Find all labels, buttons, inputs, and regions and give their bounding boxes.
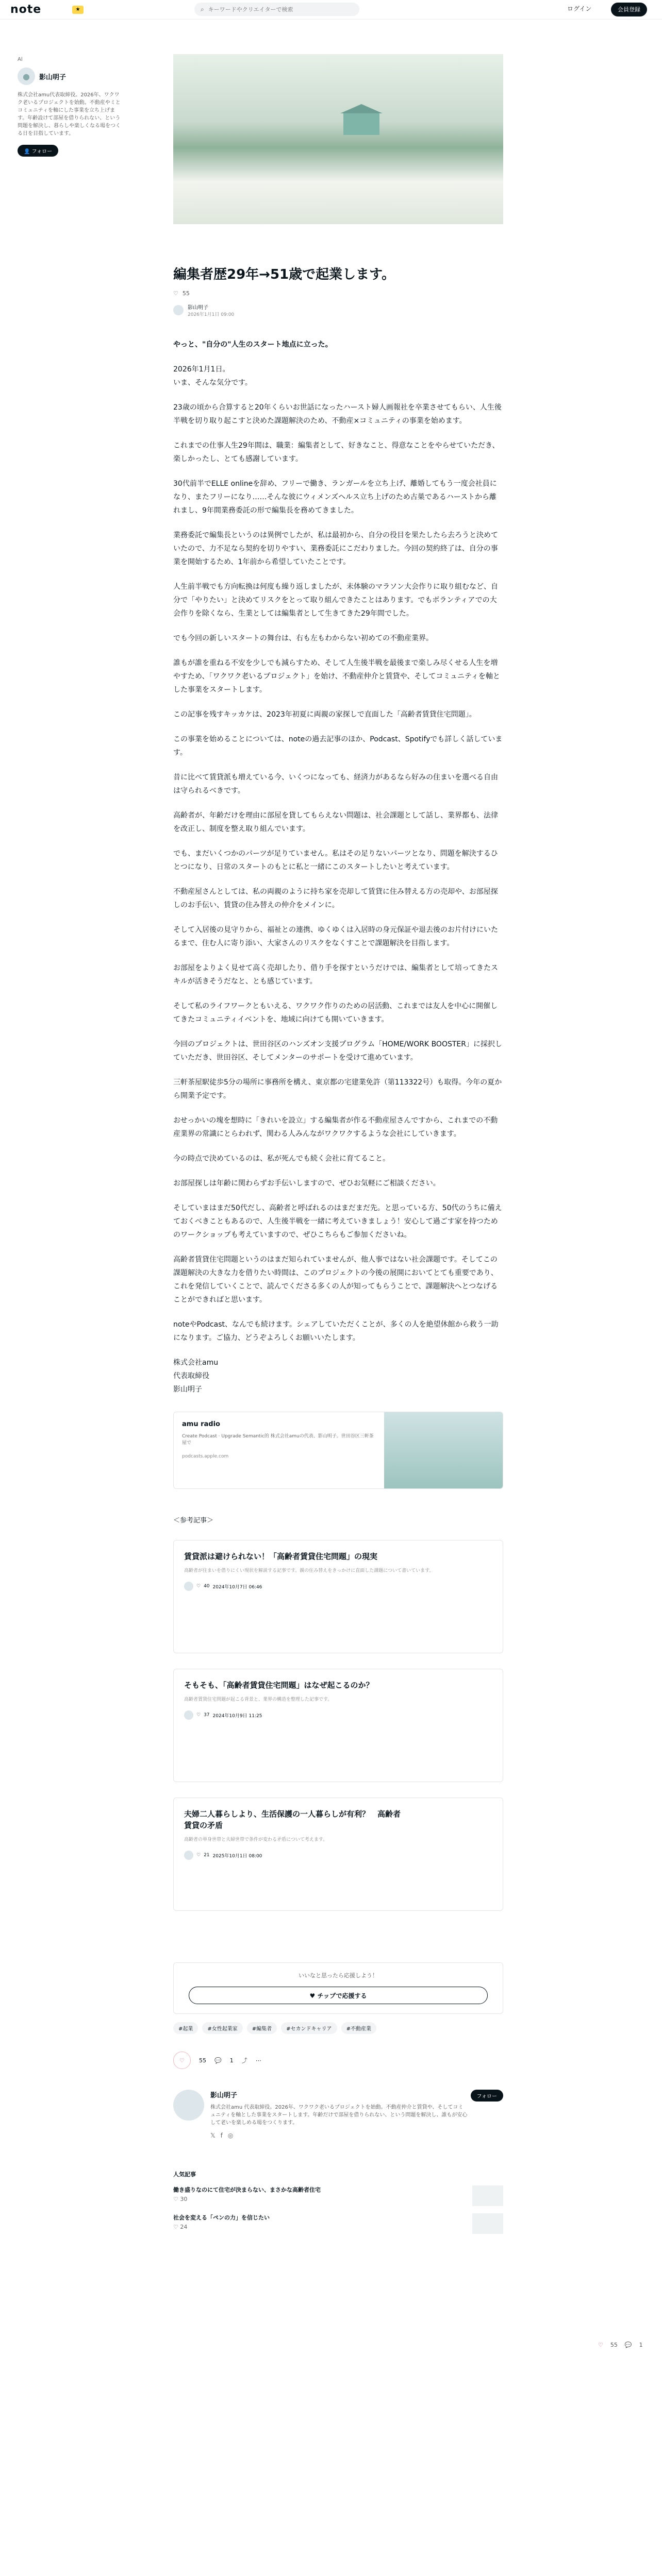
magazine-label: Al xyxy=(18,57,23,62)
profile-bio: 株式会社amu 代表取締役。2026年、ワクワク老いるプロジェクトを始動。不動産仲介と賃貸や、そしてコミュニティを軸とした事業をスタートします。年齢だけで部屋を借りられない、という問題を解決し、誰もが安心して老いを楽しめる場をつくります。 xyxy=(210,2105,468,2126)
heart-icon: ♡ xyxy=(196,1713,201,1718)
author-name[interactable]: 影山明子 xyxy=(39,73,67,81)
card-title: そもそも、「高齢者賃貸住宅問題」はなぜ起こるのか？ xyxy=(184,1681,374,1690)
paragraph: この事業を始めることについては、noteの過去記事のほか、Podcast、Spotifyでも詳しく話しています。 xyxy=(173,735,503,757)
comment-count: 1 xyxy=(229,2057,234,2064)
popular-heading: 人気記事 xyxy=(173,2171,196,2178)
byline-name[interactable]: 影山明子 xyxy=(188,305,208,311)
house-graphic xyxy=(343,113,379,135)
paragraph: 不動産屋さんとしては、私の両親のように持ち家を売却して賃貸に住み替える方の売却や、お部屋探しのお手伝い、賃貸の住み替えの仲介をメインに。 xyxy=(173,888,498,909)
podcast-desc: Create Podcast · Upgrade Semantic的 株式会社amuの代表、影山明子。世田谷区三軒茶屋で xyxy=(182,1434,374,1446)
avatar xyxy=(184,1851,193,1860)
paragraph: おせっかいの塊を想時に「きれいを設立」する編集者が作る不動産屋さんですから、これまでの不動産業界の常識にとらわれず、関わる人みんながワクワクするような会社にしていきます。 xyxy=(173,1116,498,1138)
tag[interactable]: #起業 xyxy=(173,2022,198,2034)
paragraph: 株式会社amu 代表取締役 影山明子 xyxy=(173,1359,219,1394)
paragraph: 高齢者賃貸住宅問題というのはまだ知られていませんが、他人事ではない社会課題です。そしてこの課題解決の大きな力を借りたい時間は、このプロジェクトの今後の展開においてとても重要であり、これを発信していくことで、読んでくださる多くの人が知ってもらうことで、課題解決へとつなげることができればと思います。 xyxy=(173,1256,498,1304)
popular-thumbnail xyxy=(472,2185,503,2206)
popular-articles xyxy=(173,2170,503,2234)
login-link[interactable]: ログイン xyxy=(567,5,592,12)
paragraph: 三軒茶屋駅徒歩5分の場所に事務所を構え、東京都の宅建業免許（第113322号）も取得。今年の夏から開業予定です。 xyxy=(173,1078,502,1100)
sidebar-author[interactable] xyxy=(18,67,121,85)
more-icon[interactable]: ⋯ xyxy=(255,2057,261,2064)
article xyxy=(173,54,503,2234)
card-excerpt: 高齢者が住まいを借りにくい現状を解説する記事です。親の住み替えをきっかけに直面した課題について書いています。 xyxy=(184,1568,434,1573)
paragraph: この記事を残すキッカケは、2023年初夏に両親の家探しで直面した「高齢者賃貸住宅問題」。 xyxy=(173,710,476,719)
heart-icon: ♡ xyxy=(196,1853,201,1858)
paragraph: 業務委託で編集長というのは異例でしたが、私は最初から、自分の役目を果たしたら去ろうと決めていたので、力不足なら契約を切りやすい、業務委託にこだわりました。今回の契約終了は、自分の事業を開始するため、1年前から希望していたことです。 xyxy=(173,531,498,566)
popular-item[interactable] xyxy=(173,2185,503,2206)
podcast-title: amu radio xyxy=(182,1420,220,1428)
tag[interactable]: #不動産業 xyxy=(341,2022,376,2034)
card-excerpt: 高齢者賃貸住宅問題が起こる背景と、業界の構造を整理した記事です。 xyxy=(184,1697,333,1702)
author-bio: 株式会社amu代表取締役。2026年、ワクワク老いるプロジェクトを始動。不動産やミとコミュニティを軸にした事業を立ち上げます。年齢設けて部屋を借りられない、という問題を解決し、暮らしや楽しくなる場をつくる日を目指しています。 xyxy=(18,92,121,137)
profile-name[interactable]: 影山明子 xyxy=(210,2092,238,2099)
tag[interactable]: #編集者 xyxy=(247,2022,277,2034)
search-icon: ⌕ xyxy=(201,5,204,13)
person-add-icon: 👤 xyxy=(24,149,30,155)
signup-button[interactable]: 会員登録 xyxy=(611,3,647,16)
popular-likes: 30 xyxy=(180,2196,188,2202)
paragraph: 昔に比べて賃貸派も増えている今、いくつになっても、経済力があるなら好みの住まいを選べる自由は守られるべきです。 xyxy=(173,773,498,795)
popular-title: 働き盛りなのにて住宅が決まらない、まさかな高齢者住宅 xyxy=(173,2187,321,2193)
references-label: ＜参考記事＞ xyxy=(173,1517,214,1524)
search-bar[interactable] xyxy=(194,3,359,16)
like-count: 55 xyxy=(182,290,190,297)
card-date: 2025年10月1日 08:00 xyxy=(212,1853,262,1859)
support-question: いいなと思ったら応援しよう！ xyxy=(299,1972,378,1979)
reference-card[interactable] xyxy=(173,1540,503,1653)
share-icon[interactable]: ⤴ xyxy=(241,2057,247,2064)
paragraph: 誰もが誰を重ねる不安を少しでも減らすため、そして人生後半戦を最後まで楽しみ尽くせる人生を増やすため、「ワクワク老いるプロジェクト」を始け、不動産仲介と賃貸や、そしてコミュニティを軸とした事業をスタートします。 xyxy=(173,659,500,694)
avatar[interactable] xyxy=(173,305,184,315)
tag-list xyxy=(173,2022,503,2034)
popular-thumbnail xyxy=(472,2213,503,2234)
tip-button[interactable] xyxy=(189,1987,488,2004)
article-actions xyxy=(173,2052,503,2069)
article-body xyxy=(173,338,503,1396)
follow-button[interactable] xyxy=(18,145,58,157)
hero-image xyxy=(173,54,503,224)
comment-icon[interactable]: 💬 xyxy=(624,2342,632,2348)
heart-icon: ♡ xyxy=(173,2196,178,2202)
publish-date: 2026年1月1日 09:00 xyxy=(188,312,235,317)
card-title: 賃貸派は避けられない！「高齢者賃貸住宅問題」の現実 xyxy=(184,1552,378,1561)
reference-card[interactable] xyxy=(173,1669,503,1782)
byline[interactable] xyxy=(173,303,503,317)
follow-label: フォロー xyxy=(31,149,53,155)
paragraph: 2026年1月1日。 いま、そんな気分です。 xyxy=(173,365,252,387)
like-counter[interactable] xyxy=(173,290,503,297)
float-like-count: 55 xyxy=(610,2342,618,2348)
paragraph: 人生前半戦でも方向転換は何度も繰り返しましたが、未体験のマラソン大会作りに取り組むなど、自分で「やりたい」と決めてリスクをとって取り組んできたことはあります。でもボランティアでの大会作りを除くなら、生業としては編集者として生きてきた29年間でした。 xyxy=(173,583,498,618)
like-button[interactable]: ♡ xyxy=(173,2052,191,2069)
avatar xyxy=(184,1582,193,1591)
avatar[interactable]: ● xyxy=(18,67,35,85)
paragraph: 今の時点で決めているのは、私が死んでも続く会社に育てること。 xyxy=(173,1155,390,1163)
avatar[interactable] xyxy=(173,2090,204,2121)
tip-label: チップで応援する xyxy=(317,1992,367,1999)
float-comment-count: 1 xyxy=(639,2342,643,2348)
card-date: 2024年10月7日 06:46 xyxy=(212,1584,262,1590)
card-date: 2024年10月9日 11:25 xyxy=(212,1713,262,1719)
page-title: 編集者歴29年→51歳で起業します。 xyxy=(173,267,395,282)
facebook-icon[interactable]: f xyxy=(220,2132,223,2139)
heart-icon[interactable]: ♡ xyxy=(598,2342,603,2348)
podcast-thumbnail xyxy=(384,1412,503,1488)
paragraph: 今回のプロジェクトは、世田谷区のハンズオン支援プログラム「HOME/WORK BOOSTER」に採択していただき、世田谷区、そしてメンターのサポートを受けて進めています。 xyxy=(173,1040,502,1062)
card-excerpt: 高齢者の単身世帯と夫婦世帯で条件が変わる矛盾について考えます。 xyxy=(184,1837,328,1842)
reference-cards xyxy=(173,1540,503,1911)
logo-badge-icon: ★ xyxy=(72,6,84,14)
card-meta xyxy=(184,1710,492,1720)
card-likes: 40 xyxy=(204,1584,210,1589)
paragraph: そしていまはまだ50代だし、高齢者と呼ばれるのはまだまだ先。と思っている方、50代のうちに備えておくべきこともあるので、人生後半戦を一緒に考えていきましょう！安心して過ごす家を持つためのワークショップも考えていますので、ぜひこちらもご参加くださいね。 xyxy=(173,1204,502,1239)
heart-icon: ♡ xyxy=(173,2224,178,2230)
avatar xyxy=(184,1710,193,1720)
popular-likes: 24 xyxy=(180,2224,188,2230)
author-profile xyxy=(173,2090,503,2139)
tag[interactable]: #セカンドキャリア xyxy=(281,2022,337,2034)
popular-item[interactable] xyxy=(173,2213,503,2234)
heart-icon[interactable]: ♡ xyxy=(173,290,178,297)
paragraph: お部屋探しは年齢に関わらずお手伝いしますので、ぜひお気軽にご相談ください。 xyxy=(173,1179,440,1188)
paragraph: これまでの仕事人生29年間は、職業：編集者として、好きなこと、得意なことをやらせていただき、楽しかったし、とても感謝しています。 xyxy=(173,442,500,463)
site-header xyxy=(0,0,662,20)
paragraph: お部屋をよりよく見せて高く売却したり、借り手を探すというだけでは、編集者として培ってきたスキルが活きそうだなと、とも感じています。 xyxy=(173,964,498,986)
comment-icon[interactable]: 💬 xyxy=(214,2057,222,2064)
paragraph: 23歳の頃から合算すると20年くらいお世話になったハースト婦人画報社を卒業させてもらい、人生後半戦を切り取り起こすと決めた課題解決のため、不動産×コミュニティの事業を始めます。 xyxy=(173,403,502,425)
card-likes: 37 xyxy=(204,1713,210,1718)
instagram-icon[interactable]: ◎ xyxy=(227,2132,234,2139)
x-icon[interactable]: 𝕏 xyxy=(210,2132,216,2139)
tip-icon: ♥ xyxy=(309,1992,316,1999)
paragraph: 高齢者が、年齢だけを理由に部屋を貸してもらえない問題は、社会課題として話し、業界都も、法律を改正し、制度を整え取り組んでいます。 xyxy=(173,811,498,833)
paragraph: 30代前半でELLE onlineを辞め、フリーで働き、ランガールを立ち上げ、離婚してもう一度会社員になり、またフリーになり……そんな彼にウィメンズヘルス立ち上げのため古巣であるハーストから離れまし、9年間業務委託の形で編集長を務めてきました。 xyxy=(173,480,497,515)
paragraph: そして入居後の見守りから、福祉との連携、ゆくゆくは入居時の身元保証や退去後のお片付けにいたるまで、住む人に寄り添い、大家さんのリスクをなくすことで課題解決を目指します。 xyxy=(173,926,498,947)
card-title: 夫婦二人暮らしより、生活保護の一人暮らしが有利？ 高齢者賃貸の矛盾 xyxy=(184,1809,401,1830)
heart-icon: ♡ xyxy=(196,1584,201,1589)
paragraph: noteやPodcast、なんでも続けます。シェアしていただくことが、多くの人を絶望休館から救う一助になります。ご協力、どうぞよろしくお願いいたします。 xyxy=(173,1320,499,1342)
sidebar xyxy=(18,57,121,157)
note-logo[interactable]: note xyxy=(10,3,42,16)
floating-actions xyxy=(598,2342,643,2348)
like-count: 55 xyxy=(199,2057,206,2064)
paragraph: そして私のライフワークともいえる、ワクワク作りのための居活動、これまでは友人を中心に開催してきたコミュニティイベントを、地域に向けても開いていきます。 xyxy=(173,1002,498,1024)
card-meta xyxy=(184,1582,492,1591)
tag[interactable]: #女性起業家 xyxy=(202,2022,242,2034)
podcast-url: podcasts.apple.com xyxy=(182,1454,229,1459)
podcast-embed[interactable] xyxy=(173,1412,503,1489)
card-likes: 21 xyxy=(204,1853,210,1858)
support-box xyxy=(173,1962,503,2014)
paragraph: やっと、"自分の"人生のスタート地点に立った。 xyxy=(173,341,333,349)
reference-card[interactable] xyxy=(173,1798,503,1911)
card-meta xyxy=(184,1851,492,1860)
paragraph: でも今回の新しいスタートの舞台は、右も左もわからない初めての不動産業界。 xyxy=(173,634,433,642)
follow-button[interactable]: フォロー xyxy=(471,2090,504,2102)
popular-title: 社会を変える「ペンの力」を信じたい xyxy=(173,2214,270,2221)
paragraph: でも、まだいくつかのパーツが足りていません。私はその足りないパーツとなり、問題を解決するひとつになり、日常のスタートのもとに私と一緒にこのスタートしたいと考えています。 xyxy=(173,850,498,871)
search-input[interactable] xyxy=(208,6,347,13)
